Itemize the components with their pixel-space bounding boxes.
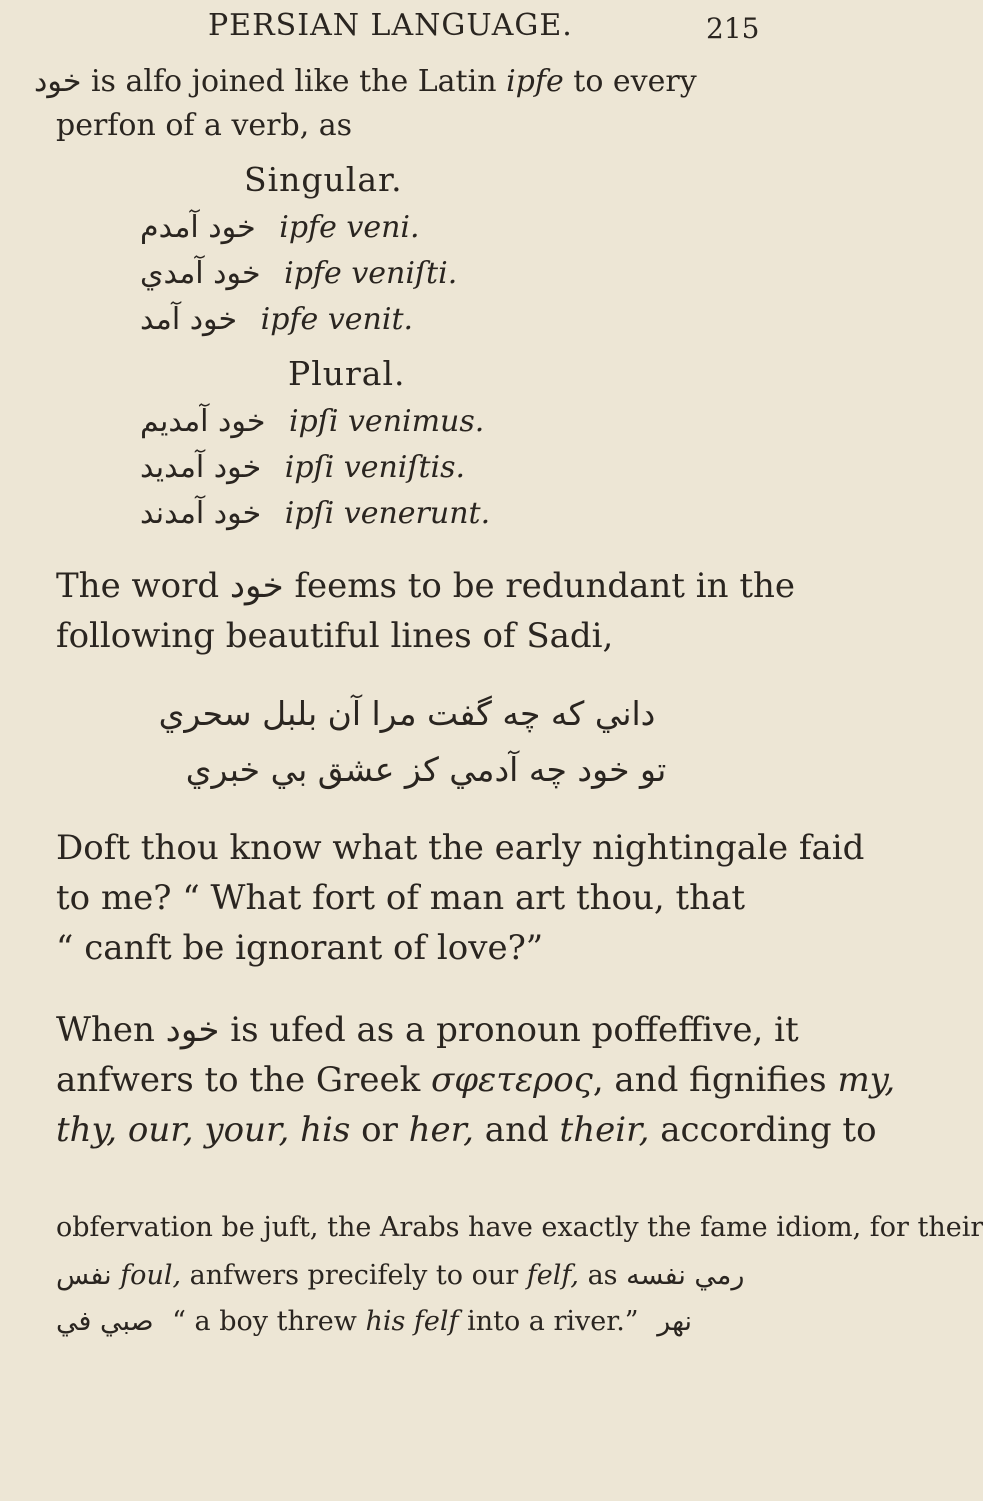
persian-form: خود آمديد	[140, 450, 262, 485]
pronoun-text-3: anfwers to the Greek	[56, 1060, 431, 1100]
redundant-text-1: The word	[56, 566, 230, 606]
latin-gloss: ipfe veniſti.	[284, 256, 458, 291]
translation-line-3: “ canft be ignorant of love?”	[56, 928, 544, 968]
latin-gloss: ipſi venimus.	[288, 404, 485, 439]
translation-line-2: to me? “ What fort of man art thou, that	[56, 878, 745, 918]
arabic-khod: خود	[229, 566, 284, 606]
singular-row-1	[140, 208, 420, 248]
pronoun-line-2	[56, 1060, 895, 1100]
persian-form: خود آمدي	[140, 256, 261, 291]
latin-gloss: ipſi venerunt.	[284, 496, 491, 531]
word-my: my,	[837, 1060, 896, 1100]
verse-line-1: داني كه چه گفت مرا آن بلبل سحري	[158, 694, 656, 733]
running-title: PERSIAN LANGUAGE.	[208, 8, 573, 43]
persian-form: خود آمديم	[140, 404, 266, 439]
possessive-list: thy, our, your, his	[56, 1110, 351, 1150]
latin-gloss: ipfe venit.	[260, 302, 414, 337]
redundant-line-1	[56, 566, 795, 606]
persian-form: خود آمد	[140, 302, 238, 337]
plural-heading: Plural.	[288, 354, 406, 393]
intro-line-2: perfon of a verb, as	[56, 108, 353, 143]
singular-row-2	[140, 254, 457, 294]
word-and: and	[473, 1110, 560, 1150]
redundant-text-2: feems to be redundant in the	[283, 566, 796, 606]
plural-row-3	[140, 494, 490, 534]
pronoun-text-1: When	[56, 1010, 166, 1050]
verse-line-2: تو خود چه آدمي كز عشق بي خبري	[185, 750, 667, 789]
latin-ipse: ipfe	[506, 64, 564, 99]
observation-line-1: obfervation be juft, the Arabs have exactly the fame idiom, for their	[56, 1212, 983, 1243]
intro-text-2: to every	[563, 64, 697, 99]
plural-row-2	[140, 448, 465, 488]
intro-text-1: is alfo joined like the Latin	[81, 64, 507, 99]
word-soul: foul,	[111, 1260, 182, 1291]
observation-line-2	[56, 1256, 744, 1296]
word-their: their,	[559, 1110, 650, 1150]
arabic-khod: خود	[165, 1010, 220, 1050]
singular-row-3	[140, 300, 413, 340]
arabic-nafs: نفس	[56, 1260, 112, 1291]
persian-form: خود آمدم	[140, 210, 256, 245]
latin-gloss: ipſi veniſtis.	[284, 450, 466, 485]
pronoun-line-1	[56, 1010, 799, 1050]
arabic-phrase: رمي نفسه	[626, 1260, 745, 1291]
quote-text-1: “ a boy threw	[172, 1306, 366, 1337]
word-as: as	[578, 1260, 627, 1291]
persian-form: خود آمدند	[140, 496, 262, 531]
word-her: her,	[408, 1110, 474, 1150]
observation-text-2: anfwers precifely to our	[181, 1260, 527, 1291]
greek-word: σφετερος	[430, 1060, 593, 1100]
latin-gloss: ipfe veni.	[279, 210, 420, 245]
word-or: or	[350, 1110, 409, 1150]
arabic-river: نهر	[657, 1306, 693, 1337]
his-self: his felf	[365, 1306, 459, 1337]
redundant-line-2: following beautiful lines of Sadi,	[56, 616, 614, 656]
quote-text-2: into a river.”	[458, 1306, 639, 1337]
observation-line-3	[56, 1302, 692, 1342]
pronoun-text-4: , and fignifies	[592, 1060, 838, 1100]
translation-line-1: Doft thou know what the early nightingale faid	[56, 828, 865, 868]
pronoun-according: according to	[649, 1110, 877, 1150]
plural-row-1	[140, 402, 484, 442]
intro-line-1	[34, 62, 697, 102]
page-header	[0, 8, 800, 58]
pronoun-line-3	[56, 1110, 877, 1150]
word-self: felf,	[526, 1260, 579, 1291]
arabic-phrase-2: صبي في	[56, 1306, 154, 1337]
arabic-khod: خود	[34, 64, 82, 99]
pronoun-text-2: is ufed as a pronoun poffeffive, it	[219, 1010, 799, 1050]
page-number: 215	[706, 12, 760, 45]
singular-heading: Singular.	[244, 160, 403, 199]
